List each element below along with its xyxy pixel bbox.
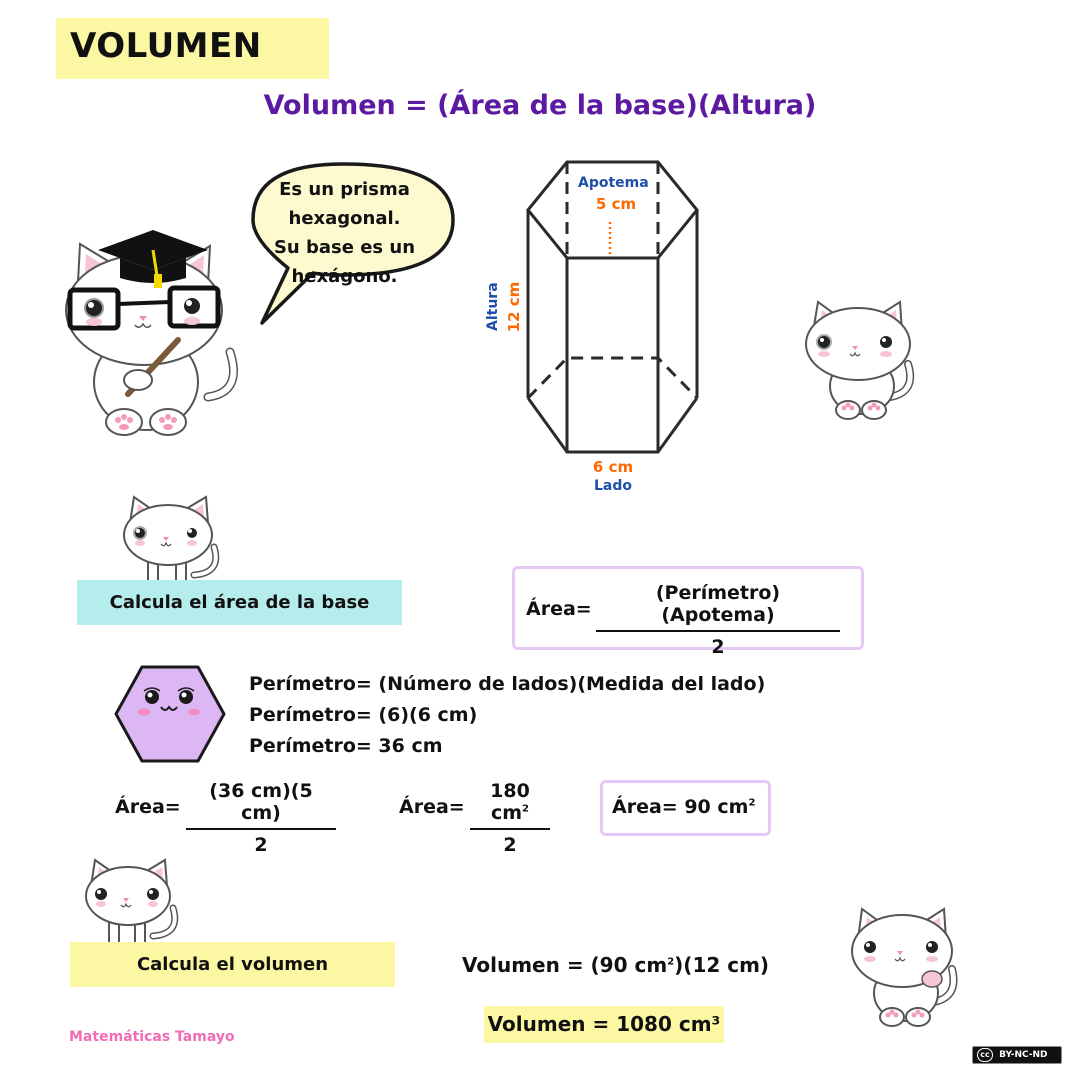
lado-label: Lado <box>593 478 632 494</box>
step-calcula-volumen-box <box>70 942 395 987</box>
step-calcula-area-box <box>77 580 402 625</box>
superscript-2: 2 <box>522 803 530 815</box>
perimeter-line-1: Perímetro= (Número de lados)(Medida del lado) <box>249 673 766 695</box>
area-result-text: Área= 90 cm <box>612 796 749 818</box>
area-calc-b-prefix: Área= <box>399 796 465 818</box>
cc-icon: cc <box>977 1048 993 1062</box>
step-calcula-volumen-label: Calcula el volumen <box>136 954 329 975</box>
main-formula: Volumen = (Área de la base)(Altura) <box>263 90 817 121</box>
area-calc-a-prefix: Área= <box>115 796 181 818</box>
perimeter-line-2: Perímetro= (6)(6 cm) <box>249 704 478 726</box>
step-calcula-area-label: Calcula el área de la base <box>109 592 370 613</box>
volume-result-box <box>484 1006 724 1043</box>
superscript-2: 2 <box>748 797 756 809</box>
area-calc-a-fraction <box>186 780 336 856</box>
sitting-cat-illustration <box>800 298 920 422</box>
fraction-numerator-text: 180 cm <box>490 780 530 824</box>
bubble-line: Es un prisma <box>279 179 410 200</box>
apotema-value: 5 cm <box>595 195 637 213</box>
bubble-line: hexagonal. <box>288 208 401 229</box>
fraction-denominator: 2 <box>254 834 268 856</box>
waving-cat-illustration <box>848 905 963 1030</box>
speech-bubble-text <box>252 175 437 291</box>
lado-value: 6 cm <box>592 458 634 476</box>
area-result <box>612 796 755 818</box>
kawaii-hexagon-icon <box>114 665 226 763</box>
perimeter-line-3: Perímetro= 36 cm <box>249 735 443 757</box>
area-formula-prefix: Área= <box>526 598 592 620</box>
fraction-denominator: 2 <box>503 834 517 856</box>
volume-calc-line <box>462 953 769 977</box>
bubble-line: Su base es un <box>273 237 416 258</box>
teacher-cat-illustration <box>58 222 238 444</box>
altura-label: Altura <box>485 282 501 331</box>
license-badge <box>972 1046 1062 1064</box>
superscript-2: 2 <box>667 956 675 968</box>
fraction-numerator: (Perímetro)(Apotema) <box>655 582 781 626</box>
area-formula-fraction <box>596 582 840 658</box>
fraction-numerator: (36 cm)(5 cm) <box>209 780 313 824</box>
page-title: VOLUMEN <box>70 26 262 66</box>
fraction-numerator <box>470 780 550 828</box>
altura-value: 12 cm <box>505 281 523 333</box>
volume-calc-text-b: )(12 cm) <box>674 953 770 977</box>
fraction-denominator: 2 <box>711 636 725 658</box>
area-calc-b-fraction <box>470 780 550 856</box>
volume-calc-text-a: Volumen = (90 cm <box>462 953 668 977</box>
license-text: BY-NC-ND <box>999 1050 1048 1060</box>
bubble-line: hexágono. <box>291 266 398 287</box>
apotema-label: Apotema <box>578 175 649 191</box>
peeking-cat-illustration <box>120 495 225 587</box>
peeking-cat-illustration-2 <box>83 858 183 948</box>
credit-text: Matemáticas Tamayo <box>69 1029 235 1045</box>
volume-result: Volumen = 1080 cm³ <box>487 1012 721 1036</box>
